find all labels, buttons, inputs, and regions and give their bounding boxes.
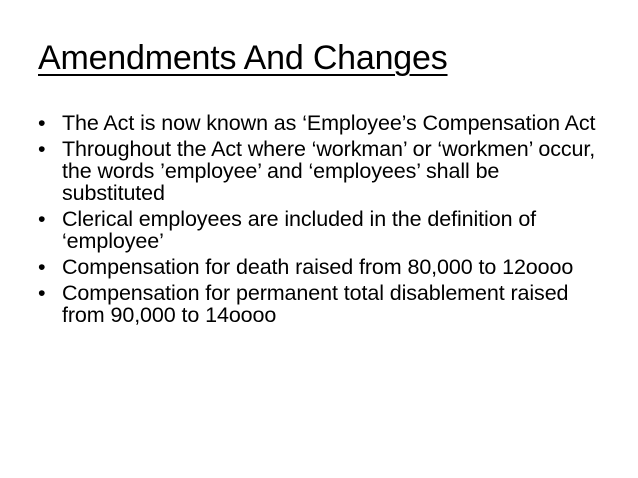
bullet-item	[38, 282, 608, 326]
bullet-text: Compensation for death raised from 80,000 to 12oooo	[62, 255, 574, 279]
bullet-dot-icon: •	[38, 207, 46, 231]
bullet-text: Clerical employees are included in the definition of ‘employee’	[62, 207, 537, 253]
bullet-text: Compensation for permanent total disablement raised from 90,000 to 14oooo	[62, 281, 569, 327]
bullet-dot-icon: •	[38, 281, 46, 305]
bullet-item	[38, 138, 608, 204]
bullet-text: The Act is now known as ‘Employee’s Compensation Act	[62, 111, 596, 135]
bullet-item	[38, 208, 608, 252]
bullet-list	[38, 112, 608, 330]
bullet-text: Throughout the Act where ‘workman’ or ‘workmen’ occur, the words ’employee’ and ‘employees’ shall be substituted	[62, 137, 596, 205]
bullet-dot-icon: •	[38, 137, 46, 161]
slide-title: Amendments And Changes	[38, 39, 448, 77]
bullet-item	[38, 112, 608, 134]
bullet-dot-icon: •	[38, 255, 46, 279]
bullet-item	[38, 256, 608, 278]
bullet-dot-icon: •	[38, 111, 46, 135]
